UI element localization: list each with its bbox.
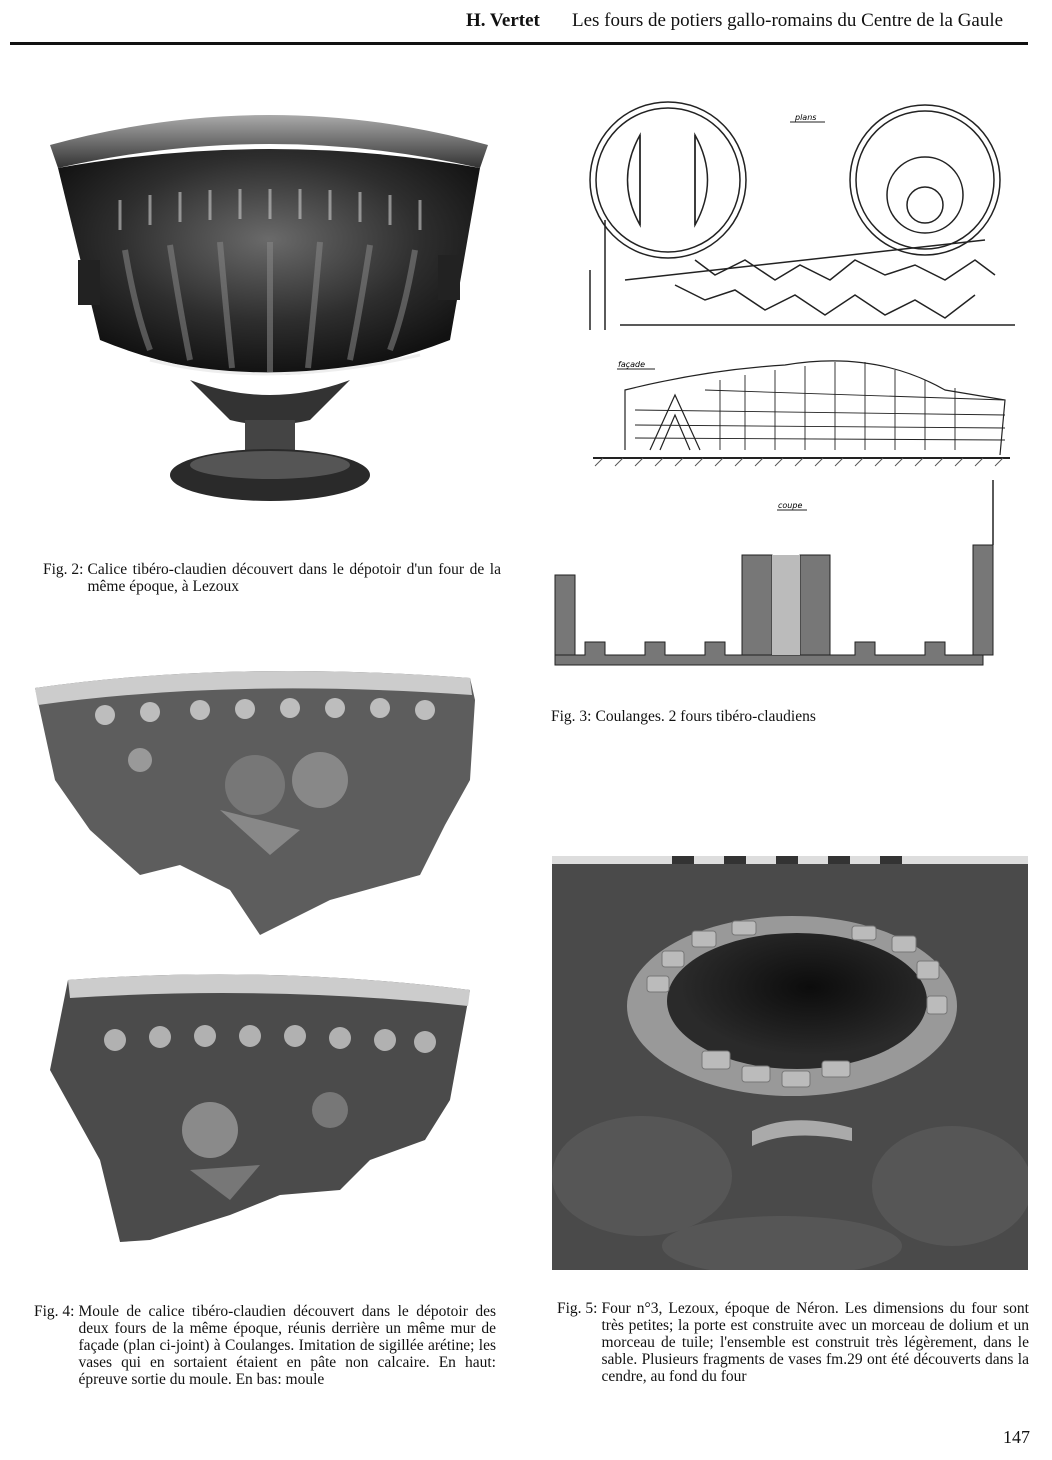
fig3-label: Fig. 3: <box>551 708 592 725</box>
fig2-chalice-photo <box>40 90 500 510</box>
fig5-kiln-photo <box>552 856 1028 1270</box>
fig2-caption <box>43 561 501 595</box>
header-author: H. Vertet <box>466 10 540 31</box>
fig5-caption <box>557 1300 1029 1385</box>
fig2-label: Fig. 2: <box>43 561 84 578</box>
fig4-mould-photo <box>30 960 500 1260</box>
fig2-text: Calice tibéro-claudien découvert dans le dépotoir d'un four de la même époque, à Lezoux <box>87 561 501 595</box>
facade-label: façade <box>618 360 646 369</box>
fig5-text: Four n°3, Lezoux, époque de Néron. Les dimensions du four sont très petites; la porte est construite avec un morceau de dolium et un morceau de tuile; l'ensemble est construit très légèrement, dans le sable. Plusieurs fragments de vases fm.29 ont été découverts dans la cendre, au fond du four <box>601 1300 1029 1385</box>
fig3-text: Coulanges. 2 fours tibéro-claudiens <box>595 708 816 725</box>
fig4-mould-proof-photo <box>30 660 500 940</box>
fig4-caption <box>34 1303 496 1388</box>
header-rule <box>10 42 1028 45</box>
fig5-label: Fig. 5: <box>557 1300 598 1317</box>
fig4-label: Fig. 4: <box>34 1303 75 1320</box>
fig3-caption <box>551 708 1021 725</box>
page-number: 147 <box>1003 1427 1030 1447</box>
fig4-text: Moule de calice tibéro-claudien découvert dans le dépotoir des deux fours de la même époque, réunis derrière un même mur de façade (plan ci-joint) à Coulanges. Imitation de sigillée arétine; les vases qui en sortaient étaient en pâte non calcaire. En haut: épreuve sortie du moule. En bas: moule <box>78 1303 496 1388</box>
fig3-kiln-drawing <box>545 70 1025 680</box>
running-header <box>10 10 1028 44</box>
plans-label: plans <box>795 113 817 122</box>
header-title: Les fours de potiers gallo-romains du Centre de la Gaule <box>572 10 1004 31</box>
coupe-label: coupe <box>778 501 803 510</box>
